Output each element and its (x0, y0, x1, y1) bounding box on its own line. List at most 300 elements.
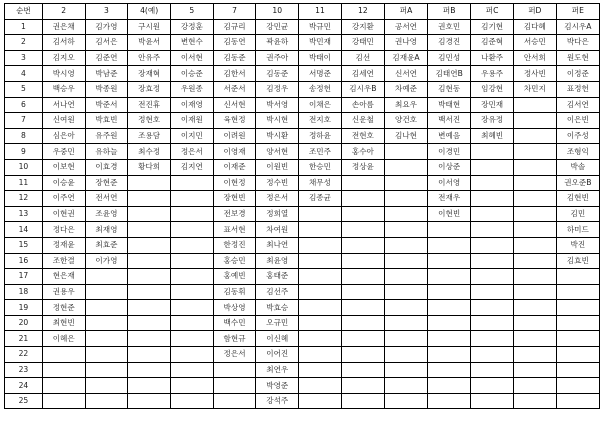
name-cell (471, 393, 514, 409)
name-cell: 김태연B (428, 66, 471, 82)
name-cell: 김선주 (256, 284, 299, 300)
name-cell (341, 315, 384, 331)
name-cell: 이혜은 (42, 331, 85, 347)
name-cell: 강민균 (256, 19, 299, 35)
name-cell: 김시우B (341, 81, 384, 97)
name-cell: 김종균 (299, 191, 342, 207)
name-cell (128, 331, 171, 347)
name-cell: 김현동 (428, 81, 471, 97)
name-cell (341, 331, 384, 347)
name-cell: 박남준 (85, 66, 128, 82)
name-cell (428, 347, 471, 363)
name-cell: 박진 (556, 237, 599, 253)
name-cell (513, 253, 556, 269)
name-cell: 이주연 (42, 191, 85, 207)
name-cell (428, 331, 471, 347)
name-cell: 김한서 (213, 66, 256, 82)
name-cell: 차민지 (513, 81, 556, 97)
table-row (5, 206, 600, 222)
name-cell (428, 284, 471, 300)
name-cell (513, 300, 556, 316)
name-cell: 신서연 (384, 66, 427, 82)
name-cell (341, 347, 384, 363)
name-cell: 정은서 (170, 144, 213, 160)
name-cell: 박민재 (299, 35, 342, 51)
name-cell: 이재원 (170, 113, 213, 129)
name-cell (471, 284, 514, 300)
name-cell (170, 362, 213, 378)
table-row (5, 19, 600, 35)
name-cell: 정다은 (42, 222, 85, 238)
name-cell: 정은서 (213, 347, 256, 363)
name-cell (471, 144, 514, 160)
name-cell: 유하늘 (85, 144, 128, 160)
header-row (5, 4, 600, 20)
name-cell (556, 378, 599, 394)
name-cell: 최윤영 (256, 253, 299, 269)
name-cell (128, 206, 171, 222)
row-number-cell: 24 (5, 378, 43, 394)
name-cell: 박상영 (213, 300, 256, 316)
name-cell (384, 144, 427, 160)
row-number-cell: 4 (5, 66, 43, 82)
column-header-index: 순번 (5, 4, 43, 20)
name-cell: 공서연 (384, 19, 427, 35)
name-cell: 김시우A (556, 19, 599, 35)
name-cell (471, 191, 514, 207)
name-cell: 서나연 (42, 97, 85, 113)
name-cell (384, 315, 427, 331)
name-cell: 정재윤 (42, 237, 85, 253)
row-number-cell: 16 (5, 253, 43, 269)
name-cell: 조윤영 (85, 206, 128, 222)
name-cell: 김정우 (256, 81, 299, 97)
name-cell (170, 175, 213, 191)
row-number-cell: 3 (5, 50, 43, 66)
name-cell: 김경진 (428, 35, 471, 51)
name-cell (42, 347, 85, 363)
name-cell: 이승준 (170, 66, 213, 82)
name-cell (471, 269, 514, 285)
name-cell (513, 128, 556, 144)
name-cell (556, 362, 599, 378)
name-cell (213, 362, 256, 378)
column-header: 퍼A (384, 4, 427, 20)
row-number-cell: 18 (5, 284, 43, 300)
name-cell: 이영재 (213, 144, 256, 160)
name-cell: 권은채 (42, 19, 85, 35)
name-cell (513, 206, 556, 222)
name-cell: 표서현 (213, 222, 256, 238)
name-cell (128, 315, 171, 331)
name-cell (513, 378, 556, 394)
name-cell (471, 222, 514, 238)
name-cell: 이보현 (42, 159, 85, 175)
name-cell (170, 347, 213, 363)
name-cell: 양서현 (256, 144, 299, 160)
name-cell: 손아름 (341, 97, 384, 113)
name-cell (170, 237, 213, 253)
name-cell (513, 159, 556, 175)
row-number-cell: 10 (5, 159, 43, 175)
name-cell: 김기현 (471, 19, 514, 35)
name-cell (85, 393, 128, 409)
name-cell: 백서진 (428, 113, 471, 129)
table-row (5, 300, 600, 316)
name-cell (341, 191, 384, 207)
name-cell (299, 253, 342, 269)
name-cell: 이려원 (213, 128, 256, 144)
name-cell: 전진휴 (128, 97, 171, 113)
name-cell: 조형익 (556, 144, 599, 160)
name-cell: 신서현 (213, 97, 256, 113)
name-cell (471, 347, 514, 363)
name-cell (299, 300, 342, 316)
name-cell (299, 269, 342, 285)
name-cell: 권오준B (556, 175, 599, 191)
name-cell: 이채은 (299, 97, 342, 113)
row-number-cell: 23 (5, 362, 43, 378)
name-cell (213, 378, 256, 394)
name-cell: 김동준 (256, 66, 299, 82)
name-cell (384, 159, 427, 175)
name-cell (513, 191, 556, 207)
name-cell: 최현빈 (42, 315, 85, 331)
name-cell: 양건호 (384, 113, 427, 129)
name-cell (128, 393, 171, 409)
name-cell (341, 222, 384, 238)
name-cell (384, 284, 427, 300)
name-cell (341, 253, 384, 269)
name-cell (513, 97, 556, 113)
name-cell: 변현수 (170, 35, 213, 51)
name-cell (513, 331, 556, 347)
row-number-cell: 20 (5, 315, 43, 331)
name-cell: 이현빈 (428, 206, 471, 222)
name-cell (170, 269, 213, 285)
name-cell (513, 362, 556, 378)
table-row (5, 35, 600, 51)
name-cell (471, 237, 514, 253)
name-cell: 조민주 (299, 144, 342, 160)
name-cell: 나환주 (471, 50, 514, 66)
name-cell (556, 284, 599, 300)
row-number-cell: 7 (5, 113, 43, 129)
row-number-cell: 25 (5, 393, 43, 409)
name-cell (170, 284, 213, 300)
name-cell: 우중민 (42, 144, 85, 160)
row-number-cell: 13 (5, 206, 43, 222)
name-cell: 김동준 (213, 50, 256, 66)
name-cell (128, 191, 171, 207)
name-cell: 박효빈 (85, 113, 128, 129)
name-cell: 박다은 (556, 35, 599, 51)
name-cell: 김세연 (341, 66, 384, 82)
row-number-cell: 2 (5, 35, 43, 51)
name-cell (384, 222, 427, 238)
name-cell: 전현호 (341, 128, 384, 144)
name-cell: 장재혁 (128, 66, 171, 82)
name-cell: 이은빈 (556, 113, 599, 129)
name-cell: 정은서 (256, 191, 299, 207)
column-header: 퍼D (513, 4, 556, 20)
name-cell (384, 237, 427, 253)
row-number-cell: 19 (5, 300, 43, 316)
name-cell (471, 253, 514, 269)
name-cell (341, 206, 384, 222)
name-cell (428, 378, 471, 394)
name-cell (128, 237, 171, 253)
table-row (5, 159, 600, 175)
name-cell: 이정준 (556, 66, 599, 82)
name-cell: 신여원 (42, 113, 85, 129)
table-row (5, 269, 600, 285)
column-header: 12 (341, 4, 384, 20)
name-cell (85, 269, 128, 285)
name-cell (299, 331, 342, 347)
name-cell: 홍승민 (213, 253, 256, 269)
name-cell: 김민 (556, 206, 599, 222)
name-cell: 현은재 (42, 269, 85, 285)
row-number-cell: 14 (5, 222, 43, 238)
name-cell (42, 362, 85, 378)
name-cell: 박준서 (85, 97, 128, 113)
name-cell: 곽윤하 (256, 35, 299, 51)
name-cell: 김지연 (170, 159, 213, 175)
name-cell: 권용우 (42, 284, 85, 300)
name-cell: 이가영 (85, 253, 128, 269)
name-cell: 강태민 (341, 35, 384, 51)
name-cell (341, 175, 384, 191)
name-cell: 이현권 (42, 206, 85, 222)
name-cell (128, 175, 171, 191)
column-header: 2 (42, 4, 85, 20)
name-cell (471, 378, 514, 394)
name-cell: 임강현 (471, 81, 514, 97)
name-cell: 장효정 (128, 81, 171, 97)
name-cell: 김규리 (213, 19, 256, 35)
name-cell: 안서희 (513, 50, 556, 66)
name-cell (384, 253, 427, 269)
name-cell (299, 362, 342, 378)
row-number-cell: 15 (5, 237, 43, 253)
row-number-cell: 1 (5, 19, 43, 35)
name-cell (513, 315, 556, 331)
name-cell: 강석주 (256, 393, 299, 409)
name-cell: 박서영 (256, 97, 299, 113)
row-number-cell: 6 (5, 97, 43, 113)
name-cell (299, 284, 342, 300)
name-cell: 이주성 (556, 128, 599, 144)
name-cell (85, 300, 128, 316)
name-cell: 박영준 (256, 378, 299, 394)
table-row (5, 66, 600, 82)
name-cell (556, 393, 599, 409)
name-cell: 박시환 (256, 128, 299, 144)
name-cell: 변예음 (428, 128, 471, 144)
name-cell: 박효승 (256, 300, 299, 316)
name-cell (384, 206, 427, 222)
name-cell: 정상윤 (341, 159, 384, 175)
table-body (5, 19, 600, 409)
name-cell: 백승우 (42, 81, 85, 97)
column-header: 7 (213, 4, 256, 20)
name-cell (128, 362, 171, 378)
name-cell (170, 393, 213, 409)
column-header: 5 (170, 4, 213, 20)
name-cell: 홍예빈 (213, 269, 256, 285)
name-cell (299, 237, 342, 253)
name-cell: 함현규 (213, 331, 256, 347)
table-row (5, 128, 600, 144)
name-cell (85, 378, 128, 394)
name-cell: 구시원 (128, 19, 171, 35)
name-cell: 조용담 (128, 128, 171, 144)
name-cell (170, 191, 213, 207)
name-cell (85, 362, 128, 378)
name-cell: 김동휘 (213, 284, 256, 300)
table-row (5, 393, 600, 409)
name-cell (471, 315, 514, 331)
name-cell (513, 144, 556, 160)
name-cell (513, 113, 556, 129)
name-cell: 조한결 (42, 253, 85, 269)
name-cell (384, 191, 427, 207)
name-cell (471, 331, 514, 347)
row-number-cell: 5 (5, 81, 43, 97)
name-cell (384, 269, 427, 285)
name-cell: 김서하 (42, 35, 85, 51)
name-cell: 이지민 (170, 128, 213, 144)
table-row (5, 315, 600, 331)
name-cell: 김다혜 (513, 19, 556, 35)
name-cell (513, 284, 556, 300)
name-cell: 박시영 (42, 66, 85, 82)
name-cell (556, 315, 599, 331)
name-cell (299, 206, 342, 222)
name-cell (341, 393, 384, 409)
name-cell: 전재우 (428, 191, 471, 207)
name-cell: 이상준 (428, 159, 471, 175)
name-cell: 육현정 (213, 113, 256, 129)
name-cell: 김준혁 (471, 35, 514, 51)
table-row (5, 237, 600, 253)
table-row (5, 331, 600, 347)
column-header: 10 (256, 4, 299, 20)
name-cell (471, 206, 514, 222)
name-cell: 이원빈 (256, 159, 299, 175)
name-cell (213, 393, 256, 409)
name-cell: 정사빈 (513, 66, 556, 82)
name-cell: 차예준 (384, 81, 427, 97)
name-cell (341, 237, 384, 253)
name-cell (299, 222, 342, 238)
name-cell (428, 300, 471, 316)
name-cell: 홍태준 (256, 269, 299, 285)
name-cell: 하미드 (556, 222, 599, 238)
name-cell: 박태현 (428, 97, 471, 113)
name-cell: 이어진 (256, 347, 299, 363)
name-cell: 정현호 (128, 113, 171, 129)
name-cell: 이신혜 (256, 331, 299, 347)
row-number-cell: 9 (5, 144, 43, 160)
name-cell: 전서연 (85, 191, 128, 207)
column-header: 11 (299, 4, 342, 20)
name-cell (428, 269, 471, 285)
name-cell: 정희열 (256, 206, 299, 222)
name-cell: 황다희 (128, 159, 171, 175)
name-cell (556, 300, 599, 316)
name-cell (513, 222, 556, 238)
name-cell (85, 331, 128, 347)
name-cell (513, 237, 556, 253)
name-cell: 김나현 (384, 128, 427, 144)
name-cell: 이재영 (170, 97, 213, 113)
name-cell: 표정헌 (556, 81, 599, 97)
name-cell (341, 378, 384, 394)
table-row (5, 175, 600, 191)
name-cell (42, 378, 85, 394)
table-row (5, 347, 600, 363)
table-row (5, 191, 600, 207)
row-number-cell: 8 (5, 128, 43, 144)
name-cell: 김지오 (42, 50, 85, 66)
name-cell: 박윤서 (128, 35, 171, 51)
name-cell (170, 331, 213, 347)
name-cell (128, 253, 171, 269)
name-cell: 한승민 (299, 159, 342, 175)
name-cell (128, 300, 171, 316)
name-cell (384, 393, 427, 409)
name-cell (471, 159, 514, 175)
name-cell: 심은아 (42, 128, 85, 144)
name-cell: 김재윤A (384, 50, 427, 66)
name-cell: 이서영 (428, 175, 471, 191)
name-cell: 장현준 (85, 175, 128, 191)
name-cell: 오규민 (256, 315, 299, 331)
name-cell (170, 315, 213, 331)
name-cell (471, 362, 514, 378)
name-cell: 차여원 (256, 222, 299, 238)
name-cell: 이서현 (170, 50, 213, 66)
name-cell: 이효경 (85, 159, 128, 175)
name-cell: 최혜빈 (471, 128, 514, 144)
name-cell: 전보경 (213, 206, 256, 222)
name-cell: 김서은 (85, 35, 128, 51)
column-header: 퍼B (428, 4, 471, 20)
name-cell (299, 378, 342, 394)
name-cell: 정하윤 (299, 128, 342, 144)
name-cell (384, 331, 427, 347)
name-cell: 박종원 (85, 81, 128, 97)
name-cell (428, 253, 471, 269)
name-cell: 홍수아 (341, 144, 384, 160)
name-cell (170, 253, 213, 269)
name-cell (428, 315, 471, 331)
name-cell: 이승윤 (42, 175, 85, 191)
table-row (5, 81, 600, 97)
name-cell: 최수정 (128, 144, 171, 160)
name-cell: 송정헌 (299, 81, 342, 97)
name-cell: 최재영 (85, 222, 128, 238)
table-row (5, 222, 600, 238)
name-cell: 박시현 (256, 113, 299, 129)
name-cell: 김민성 (428, 50, 471, 66)
name-cell (85, 315, 128, 331)
name-cell: 김효빈 (556, 253, 599, 269)
name-cell (128, 284, 171, 300)
name-cell (85, 284, 128, 300)
